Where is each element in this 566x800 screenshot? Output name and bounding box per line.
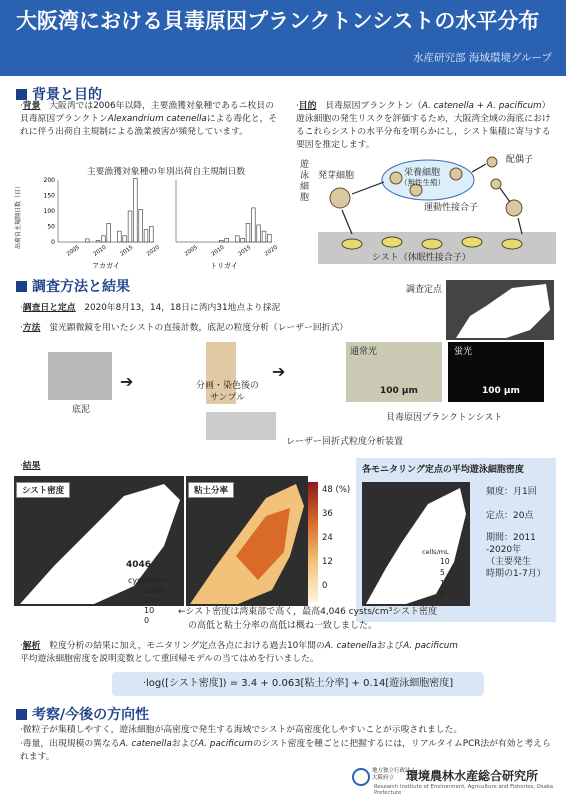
monitoring-legend-item: 0: [440, 590, 445, 599]
panel-label: トリガイ: [210, 262, 238, 270]
cyst-photo-caption: 貝毒原因プランクトンシスト: [386, 413, 503, 423]
bar: [246, 223, 250, 242]
objective-text: +: [473, 101, 487, 111]
bar: [235, 236, 239, 242]
cyst-legend: [144, 586, 164, 626]
gamete-label: 配偶子: [506, 155, 534, 165]
mud-photo: [48, 352, 112, 400]
discussion-text: および: [171, 739, 199, 749]
sample-label: 分画・染色後の サンプル: [196, 381, 260, 403]
mud-label: 底泥: [72, 405, 91, 415]
clay-scale-labels: [322, 478, 350, 598]
gamete-icon: [487, 157, 497, 167]
result-label: 結果: [22, 461, 41, 471]
density-unit: cysts/cm³: [128, 576, 167, 585]
bar: [241, 238, 245, 242]
x-tick-label: 2010: [92, 244, 108, 258]
monitoring-legend-item: 5: [440, 568, 445, 577]
normal-light-label: 通常光: [350, 347, 378, 357]
poster-title: 大阪湾における貝毒原因プランクトンシストの水平分布: [16, 9, 540, 33]
monitoring-unit: cells/mL: [422, 548, 449, 556]
species-name: A. pacificum: [198, 739, 253, 749]
bar: [133, 178, 137, 242]
regression-formula: ·log([シスト密度]) = 3.4 + 0.063[粘土分率] + 0.14[遊泳細胞密度]: [112, 672, 484, 696]
background-text-2: による毒化と，それに伴う出荷自主規制による漁業被害が頻発しています。: [20, 114, 278, 137]
species-name: A. catenella: [324, 641, 377, 651]
x-tick-label: 2020: [263, 244, 279, 258]
date-label: 調査日と定点: [22, 303, 76, 313]
cyst-icon: [462, 237, 482, 247]
bar: [225, 238, 229, 242]
species-name: Alexandrium catenella: [107, 114, 207, 124]
bar: [96, 240, 100, 242]
bar: [117, 231, 121, 242]
bar: [107, 223, 111, 242]
bar: [101, 236, 105, 242]
species-name: A. pacificum: [403, 641, 458, 651]
cyst-icon: [342, 239, 362, 249]
objective-paragraph: ·目的 貝毒原因プランクトン（A. catenella + A. pacificum）遊泳細胞の発生リスクを評価するため，大阪湾全域の海底におけるこれらシストの水平分布を明らかにし，シスト集積に寄与する要因を推定します。: [296, 101, 551, 150]
arrow-right-icon: ➔: [120, 372, 134, 391]
monitoring-legend-item: 10: [440, 557, 450, 566]
cyst-legend-item: 100: [144, 596, 160, 605]
x-tick-label: 2015: [119, 244, 135, 258]
bar: [219, 240, 223, 242]
section-heading-discussion: 考察/今後の方向性: [16, 704, 149, 724]
bar: [139, 209, 143, 242]
bar: [123, 236, 127, 242]
section-heading-background: 背景と目的: [16, 84, 102, 104]
clay-scale-label: 12: [322, 557, 333, 567]
clay-map-title: 粘土分率: [188, 482, 234, 498]
station-label: 調査定点: [406, 285, 443, 295]
gamete-icon: [491, 179, 501, 189]
fluorescence-label: 蛍光: [454, 347, 473, 357]
discussion-point-2: [20, 738, 556, 764]
clay-scale-label: 24: [322, 533, 333, 543]
org-small-1: 地方独立行政法人: [372, 768, 417, 774]
arrow-right-icon: ➔: [272, 362, 286, 381]
clay-scale-label: 48 (%): [322, 485, 351, 495]
analysis-label: 解析: [22, 641, 41, 651]
monitoring-legend-item: 1: [440, 579, 445, 588]
date-text: 2020年8月13，14，18日に湾内31地点より採泥: [84, 303, 281, 313]
max-density-label: 4046: [126, 560, 152, 570]
cyst-icon: [422, 239, 442, 249]
bar: [262, 231, 266, 242]
cyst-label: シスト（休眠性接合子）: [372, 253, 471, 263]
org-small-2: 大阪府立: [372, 775, 395, 781]
y-tick-label: 0: [51, 239, 55, 246]
cyst-icon: [382, 237, 402, 247]
bar: [128, 211, 132, 242]
bar: [257, 225, 261, 242]
department-label: 水産研究部 海域環境グループ: [413, 52, 552, 64]
x-tick-label: 2005: [65, 244, 81, 258]
germinated-cell-label: 発芽細胞: [318, 171, 355, 181]
cyst-legend-item: 0: [144, 616, 150, 625]
org-name: 環境農林水産総合研究所: [406, 769, 539, 783]
arrow: [472, 164, 486, 172]
laser-analyzer-label: レーザー回折式粒度分析装置: [286, 437, 404, 447]
station-map: [446, 280, 554, 340]
background-label: 背景: [22, 101, 41, 111]
y-tick-label: 100: [43, 208, 55, 215]
method-text: 蛍光顕微鏡を用いたシストの直接計数，底泥の粒度分析（レーザー回折式）: [49, 323, 349, 333]
arrow: [518, 218, 522, 234]
method-label: 方法: [22, 323, 41, 333]
laser-analyzer-photo: [206, 412, 276, 440]
objective-text: 貝毒原因プランクトン（: [325, 101, 422, 111]
result-note-1: ←シスト密度は湾東部で高く，最高4,046 cysts/cm³シスト密度: [178, 607, 437, 617]
bar: [85, 239, 89, 242]
clay-scale-label: 0: [322, 581, 328, 591]
vegetative-cell-icon: [450, 168, 462, 180]
x-tick-label: 2015: [237, 244, 253, 258]
objective-label: 目的: [298, 101, 317, 111]
x-tick-label: 2005: [183, 244, 199, 258]
germinated-cell-icon: [330, 188, 350, 208]
swimming-cell-label: 遊泳細胞: [300, 160, 310, 203]
background-text: 大阪湾では2006年以降，主要漁獲対象種であるニ枚貝の貝毒原因プランクトン: [20, 101, 274, 124]
species-name: A. catenella: [119, 739, 172, 749]
monitoring-map: [362, 482, 470, 606]
y-axis-label: 出荷自主規制日数（日）: [15, 182, 22, 250]
discussion-point-1: ·微粒子が集積しやすく，遊泳細胞が高密度で発生する海域でシストが高密度化しやすいことが示唆されました。: [20, 725, 463, 735]
arrow: [342, 210, 352, 234]
cyst-legend-item: 1000: [144, 586, 165, 595]
org-english-name: Research Institute of Environment, Agriculture and Fisheries, Osaka Prefecture: [374, 784, 554, 796]
cyst-icon: [502, 239, 522, 249]
bar: [251, 208, 255, 242]
asexual-label: （無性生殖）: [400, 178, 445, 187]
bar: [267, 234, 271, 242]
bar: [144, 230, 148, 242]
period-text: 期間：2011 -2020年 （主要発生 時期の1-7月）: [486, 533, 546, 579]
vegetative-cell-label: 栄養細胞: [404, 168, 441, 178]
scale-label: 100 μm: [482, 386, 520, 396]
chart-title: 主要漁獲対象種の年別出荷自主規制日数: [86, 167, 246, 177]
panel-label: アカガイ: [92, 262, 120, 270]
result-note-2: の高低と粘土分率の高低は概ね一致しました。: [188, 621, 378, 631]
discussion-text: ·毒量，出現規模の異なる: [20, 739, 120, 749]
y-tick-label: 150: [43, 192, 55, 200]
x-tick-label: 2010: [210, 244, 226, 258]
species-name: A. pacificum: [486, 101, 542, 111]
section-heading-methods: 調査方法と結果: [16, 276, 130, 296]
scale-label: 100 μm: [380, 386, 418, 396]
analysis-text: 平均遊泳細胞密度を説明変数として重回帰モデルの当てはめを行いました。: [20, 654, 319, 664]
background-paragraph: ·背景 大阪湾では2006年以降，主要漁獲対象種であるニ枚貝の貝毒原因プランクトンAlexandrium catenellaによる毒化と，それに伴う出荷自主規制による漁業被害が頻発しています。: [20, 101, 278, 137]
y-tick-label: 50: [47, 223, 55, 231]
arrow: [500, 188, 510, 202]
cyst-map-title: シスト密度: [16, 482, 70, 498]
analysis-text: 粒度分析の結果に加え，モニタリング定点各点における過去10年間の: [49, 641, 325, 651]
bar-chart: [14, 176, 280, 272]
station-count-text: 定点：20点: [486, 511, 534, 521]
y-tick-label: 200: [43, 177, 55, 184]
planozygote-label: 運動性接合子: [424, 203, 479, 213]
method-paragraph: ·方法 蛍光顕微鏡を用いたシストの直接計数，底泥の粒度分析（レーザー回折式）: [20, 323, 349, 333]
frequency-text: 頻度：月1回: [486, 487, 537, 497]
x-tick-label: 2020: [145, 244, 161, 258]
species-name: A. catenella: [421, 101, 474, 111]
institute-logo: [352, 768, 370, 786]
clay-colorbar: [308, 482, 318, 602]
clay-scale-label: 36: [322, 509, 333, 519]
arrow: [352, 182, 384, 194]
analysis-paragraph: ·解析 粒度分析の結果に加え，モニタリング定点各点における過去10年間のA. catenellaおよびA. pacificum 平均遊泳細胞密度を説明変数として重回帰モデルの当てはめを行いました。: [20, 641, 458, 664]
monitoring-legend: [440, 556, 450, 600]
discussion-text: のシスト密度を種ごとに把握するには，リアルタイムPCR法が有効と考えられます。: [20, 739, 551, 762]
date-paragraph: ·調査日と定点 2020年8月13，14，18日に湾内31地点より採泥: [20, 303, 281, 313]
result-paragraph: ·結果: [20, 461, 41, 471]
monitoring-title: 各モニタリング定点の平均遊泳細胞密度: [362, 465, 524, 475]
objective-text: ）遊泳細胞の発生リスクを評価するため，大阪湾全域の海底におけるこれらシストの水平分布を明らかにし，シスト集積に寄与する要因を推定します。: [296, 101, 551, 150]
planozygote-icon: [506, 200, 522, 216]
cyst-legend-item: 10: [144, 606, 155, 615]
bar: [149, 227, 153, 243]
analysis-text: および: [376, 641, 404, 651]
